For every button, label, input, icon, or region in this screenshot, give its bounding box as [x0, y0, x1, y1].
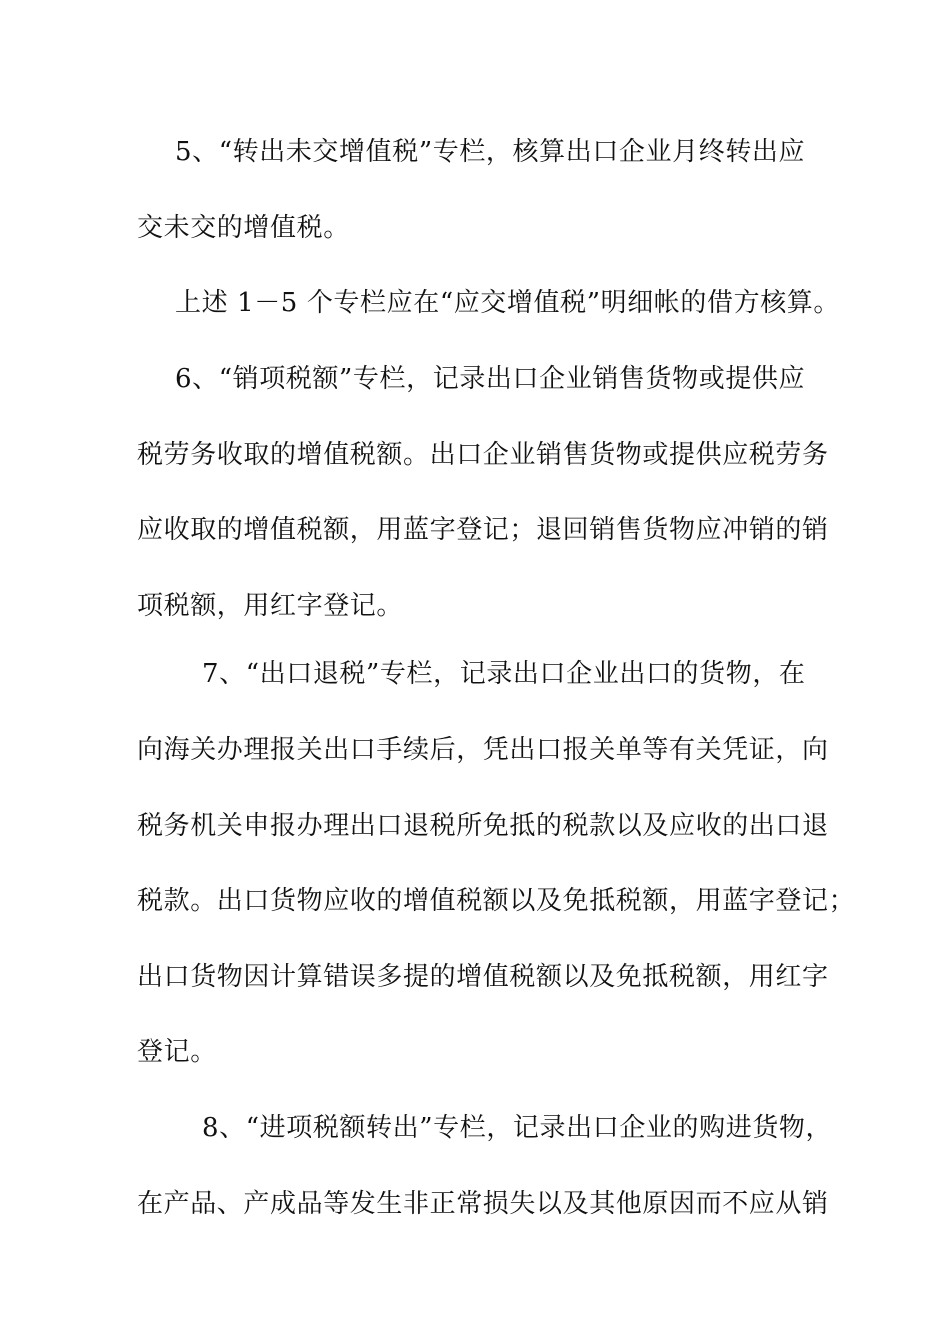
text-line: 上述 1－5 个专栏应在“应交增值税”明细帐的借方核算。 [175, 288, 840, 318]
text-line: 应收取的增值税额，用蓝字登记；退回销售货物应冲销的销 [137, 515, 829, 545]
text-line: 税劳务收取的增值税额。出口企业销售货物或提供应税劳务 [137, 440, 829, 470]
text-line: 税务机关申报办理出口退税所免抵的税款以及应收的出口退 [137, 811, 829, 841]
text-line: 项税额，用红字登记。 [137, 591, 404, 621]
text-line: 向海关办理报关出口手续后，凭出口报关单等有关凭证，向 [137, 735, 829, 765]
text-line: 5、“转出未交增值税”专栏，核算出口企业月终转出应 [175, 137, 806, 167]
text-line: 8、“进项税额转出”专栏，记录出口企业的购进货物， [202, 1113, 833, 1143]
text-line: 交未交的增值税。 [137, 213, 350, 243]
text-line: 税款。出口货物应收的增值税额以及免抵税额，用蓝字登记； [137, 886, 856, 916]
text-line: 7、“出口退税”专栏，记录出口企业出口的货物，在 [202, 659, 806, 689]
text-line: 6、“销项税额”专栏，记录出口企业销售货物或提供应 [175, 364, 806, 394]
text-line: 出口货物因计算错误多提的增值税额以及免抵税额，用红字 [137, 962, 829, 992]
text-line: 登记。 [137, 1037, 217, 1067]
text-line: 在产品、产成品等发生非正常损失以及其他原因而不应从销 [137, 1189, 829, 1219]
